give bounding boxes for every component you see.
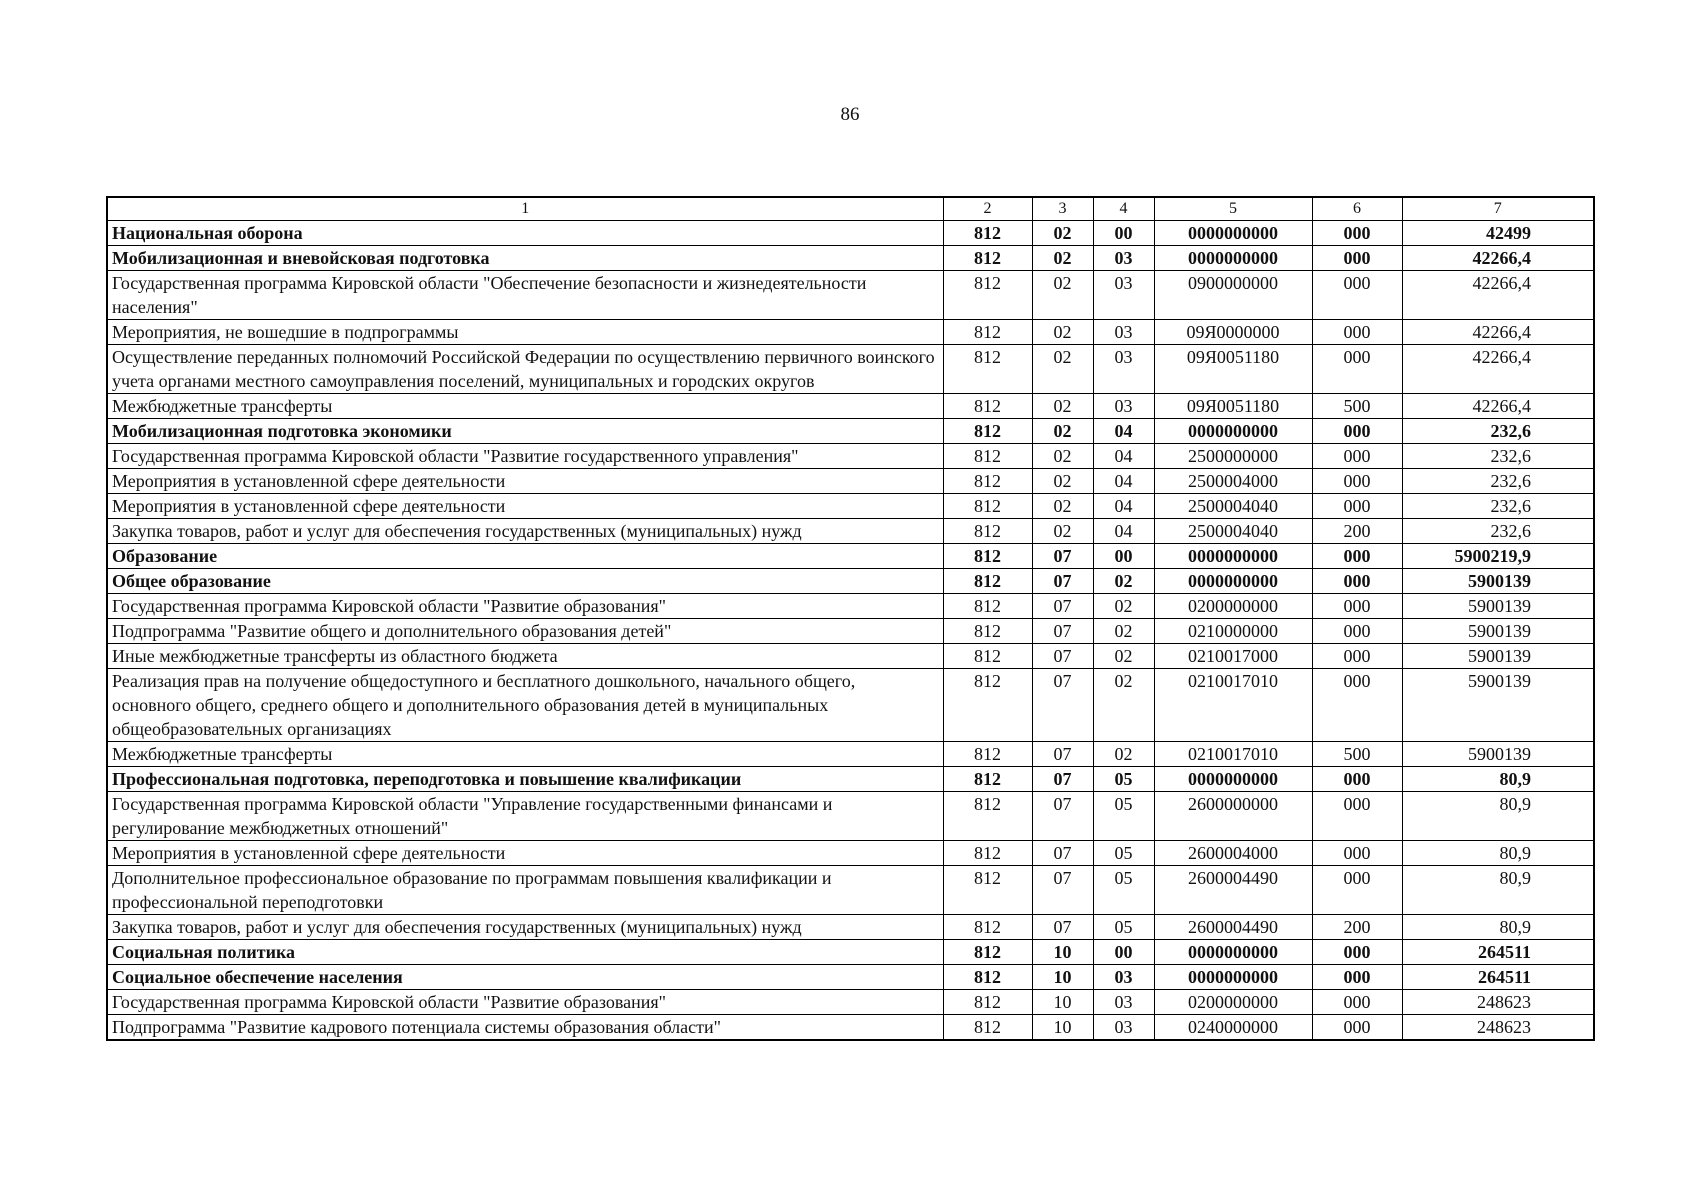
row-name-cell: Мероприятия в установленной сфере деятельности <box>107 469 943 494</box>
row-col6-cell: 000 <box>1312 569 1402 594</box>
row-col3-cell: 07 <box>1032 742 1093 767</box>
row-col2-cell: 812 <box>943 444 1032 469</box>
row-col4-cell: 03 <box>1093 246 1154 271</box>
table-row <box>107 544 1594 569</box>
row-col5-cell: 0000000000 <box>1154 965 1312 990</box>
row-col5-cell: 2500000000 <box>1154 444 1312 469</box>
row-name-cell: Профессиональная подготовка, переподготовка и повышение квалификации <box>107 767 943 792</box>
row-col3-cell: 02 <box>1032 469 1093 494</box>
row-col3-cell: 02 <box>1032 271 1093 320</box>
row-name-cell: Подпрограмма "Развитие общего и дополнительного образования детей" <box>107 619 943 644</box>
row-col3-cell: 07 <box>1032 569 1093 594</box>
row-col2-cell: 812 <box>943 742 1032 767</box>
row-col5-cell: 0210017010 <box>1154 669 1312 742</box>
row-col3-cell: 07 <box>1032 669 1093 742</box>
row-col6-cell: 500 <box>1312 742 1402 767</box>
table-row <box>107 940 1594 965</box>
row-col2-cell: 812 <box>943 469 1032 494</box>
row-col5-cell: 0200000000 <box>1154 990 1312 1015</box>
table-row <box>107 990 1594 1015</box>
row-col6-cell: 200 <box>1312 915 1402 940</box>
row-col3-cell: 07 <box>1032 841 1093 866</box>
row-col2-cell: 812 <box>943 594 1032 619</box>
row-col7-cell: 42266,4 <box>1402 246 1594 271</box>
row-col7-cell: 232,6 <box>1402 419 1594 444</box>
row-col7-cell: 5900139 <box>1402 669 1594 742</box>
row-col5-cell: 2500004040 <box>1154 494 1312 519</box>
row-name-cell: Общее образование <box>107 569 943 594</box>
row-col3-cell: 02 <box>1032 345 1093 394</box>
row-col4-cell: 05 <box>1093 915 1154 940</box>
row-col4-cell: 03 <box>1093 1015 1154 1041</box>
row-name-cell: Иные межбюджетные трансферты из областного бюджета <box>107 644 943 669</box>
row-col5-cell: 0000000000 <box>1154 221 1312 246</box>
table-row <box>107 320 1594 345</box>
header-cell-col3: 3 <box>1032 197 1093 221</box>
budget-table-container <box>106 196 1593 1041</box>
row-col2-cell: 812 <box>943 345 1032 394</box>
table-row <box>107 419 1594 444</box>
row-name-cell: Образование <box>107 544 943 569</box>
row-col4-cell: 00 <box>1093 940 1154 965</box>
row-col6-cell: 200 <box>1312 519 1402 544</box>
row-col5-cell: 0210017010 <box>1154 742 1312 767</box>
row-name-cell: Мобилизационная и вневойсковая подготовка <box>107 246 943 271</box>
row-col3-cell: 07 <box>1032 792 1093 841</box>
row-col4-cell: 03 <box>1093 394 1154 419</box>
table-row <box>107 1015 1594 1041</box>
row-col7-cell: 232,6 <box>1402 519 1594 544</box>
row-col7-cell: 232,6 <box>1402 494 1594 519</box>
header-cell-col4: 4 <box>1093 197 1154 221</box>
page-number: 86 <box>840 104 860 125</box>
row-col7-cell: 5900139 <box>1402 619 1594 644</box>
row-col5-cell: 2500004000 <box>1154 469 1312 494</box>
row-col6-cell: 000 <box>1312 669 1402 742</box>
row-col6-cell: 000 <box>1312 866 1402 915</box>
row-col7-cell: 5900139 <box>1402 742 1594 767</box>
table-row <box>107 619 1594 644</box>
row-col4-cell: 04 <box>1093 444 1154 469</box>
row-col6-cell: 000 <box>1312 494 1402 519</box>
table-row <box>107 742 1594 767</box>
row-col2-cell: 812 <box>943 494 1032 519</box>
table-row <box>107 569 1594 594</box>
table-row <box>107 444 1594 469</box>
row-col3-cell: 02 <box>1032 221 1093 246</box>
row-col6-cell: 000 <box>1312 644 1402 669</box>
table-row <box>107 669 1594 742</box>
row-col7-cell: 42266,4 <box>1402 271 1594 320</box>
row-col2-cell: 812 <box>943 1015 1032 1041</box>
table-row <box>107 271 1594 320</box>
row-name-cell: Мобилизационная подготовка экономики <box>107 419 943 444</box>
row-name-cell: Национальная оборона <box>107 221 943 246</box>
row-col2-cell: 812 <box>943 221 1032 246</box>
row-col7-cell: 80,9 <box>1402 866 1594 915</box>
row-col2-cell: 812 <box>943 569 1032 594</box>
row-col2-cell: 812 <box>943 792 1032 841</box>
row-col7-cell: 42499 <box>1402 221 1594 246</box>
row-col7-cell: 264511 <box>1402 940 1594 965</box>
row-col3-cell: 10 <box>1032 965 1093 990</box>
row-col7-cell: 80,9 <box>1402 915 1594 940</box>
row-col6-cell: 000 <box>1312 444 1402 469</box>
row-col5-cell: 0000000000 <box>1154 544 1312 569</box>
row-col6-cell: 000 <box>1312 320 1402 345</box>
row-col4-cell: 04 <box>1093 419 1154 444</box>
header-row <box>107 197 1594 221</box>
row-col3-cell: 02 <box>1032 394 1093 419</box>
row-name-cell: Государственная программа Кировской области "Развитие государственного управления" <box>107 444 943 469</box>
row-col5-cell: 0000000000 <box>1154 940 1312 965</box>
row-col7-cell: 248623 <box>1402 990 1594 1015</box>
row-col6-cell: 000 <box>1312 1015 1402 1041</box>
row-col4-cell: 03 <box>1093 345 1154 394</box>
row-col3-cell: 10 <box>1032 1015 1093 1041</box>
row-col5-cell: 0000000000 <box>1154 419 1312 444</box>
row-col2-cell: 812 <box>943 767 1032 792</box>
header-cell-col7: 7 <box>1402 197 1594 221</box>
table-row <box>107 915 1594 940</box>
row-col3-cell: 02 <box>1032 444 1093 469</box>
row-col7-cell: 80,9 <box>1402 841 1594 866</box>
row-col7-cell: 248623 <box>1402 1015 1594 1041</box>
table-header <box>107 197 1594 221</box>
row-col4-cell: 03 <box>1093 320 1154 345</box>
row-col7-cell: 264511 <box>1402 965 1594 990</box>
row-name-cell: Мероприятия в установленной сфере деятельности <box>107 841 943 866</box>
header-cell-col2: 2 <box>943 197 1032 221</box>
row-col2-cell: 812 <box>943 619 1032 644</box>
header-cell-col1: 1 <box>107 197 943 221</box>
row-name-cell: Государственная программа Кировской области "Управление государственными финансами и регулирование межбюджетных отношений" <box>107 792 943 841</box>
row-col4-cell: 02 <box>1093 669 1154 742</box>
row-col6-cell: 000 <box>1312 246 1402 271</box>
row-col5-cell: 0210017000 <box>1154 644 1312 669</box>
row-col2-cell: 812 <box>943 271 1032 320</box>
row-col6-cell: 000 <box>1312 965 1402 990</box>
row-col2-cell: 812 <box>943 419 1032 444</box>
row-name-cell: Государственная программа Кировской области "Развитие образования" <box>107 990 943 1015</box>
row-col6-cell: 000 <box>1312 619 1402 644</box>
row-col3-cell: 07 <box>1032 915 1093 940</box>
table-row <box>107 594 1594 619</box>
row-col2-cell: 812 <box>943 644 1032 669</box>
budget-table <box>106 196 1595 1041</box>
row-col5-cell: 09Я0000000 <box>1154 320 1312 345</box>
row-col3-cell: 07 <box>1032 767 1093 792</box>
row-col2-cell: 812 <box>943 544 1032 569</box>
table-row <box>107 841 1594 866</box>
table-row <box>107 246 1594 271</box>
row-name-cell: Межбюджетные трансферты <box>107 394 943 419</box>
row-col7-cell: 232,6 <box>1402 444 1594 469</box>
row-name-cell: Закупка товаров, работ и услуг для обеспечения государственных (муниципальных) нужд <box>107 915 943 940</box>
row-col6-cell: 000 <box>1312 767 1402 792</box>
table-row <box>107 767 1594 792</box>
row-col5-cell: 09Я0051180 <box>1154 345 1312 394</box>
table-body <box>107 221 1594 1041</box>
row-col2-cell: 812 <box>943 320 1032 345</box>
row-col6-cell: 000 <box>1312 990 1402 1015</box>
row-col4-cell: 02 <box>1093 644 1154 669</box>
row-col2-cell: 812 <box>943 841 1032 866</box>
row-name-cell: Реализация прав на получение общедоступного и бесплатного дошкольного, начального общего, основного общего, среднего общего и дополнительного образования детей в муниципальных общеобразовательных организациях <box>107 669 943 742</box>
row-col2-cell: 812 <box>943 915 1032 940</box>
row-col2-cell: 812 <box>943 940 1032 965</box>
row-col4-cell: 03 <box>1093 271 1154 320</box>
row-col6-cell: 000 <box>1312 419 1402 444</box>
row-name-cell: Социальная политика <box>107 940 943 965</box>
row-col2-cell: 812 <box>943 866 1032 915</box>
row-col6-cell: 000 <box>1312 940 1402 965</box>
row-col5-cell: 2600004490 <box>1154 866 1312 915</box>
row-col4-cell: 04 <box>1093 494 1154 519</box>
row-col4-cell: 02 <box>1093 742 1154 767</box>
row-col3-cell: 10 <box>1032 990 1093 1015</box>
row-col7-cell: 5900139 <box>1402 569 1594 594</box>
row-col2-cell: 812 <box>943 394 1032 419</box>
row-col5-cell: 2600004000 <box>1154 841 1312 866</box>
row-col5-cell: 0000000000 <box>1154 569 1312 594</box>
row-col3-cell: 07 <box>1032 594 1093 619</box>
row-col6-cell: 000 <box>1312 841 1402 866</box>
row-col4-cell: 05 <box>1093 866 1154 915</box>
table-row <box>107 494 1594 519</box>
row-col7-cell: 5900139 <box>1402 644 1594 669</box>
row-col2-cell: 812 <box>943 965 1032 990</box>
row-col3-cell: 07 <box>1032 619 1093 644</box>
row-col4-cell: 05 <box>1093 767 1154 792</box>
row-col4-cell: 03 <box>1093 990 1154 1015</box>
row-col7-cell: 80,9 <box>1402 767 1594 792</box>
row-col3-cell: 02 <box>1032 494 1093 519</box>
row-col6-cell: 000 <box>1312 271 1402 320</box>
row-col4-cell: 02 <box>1093 619 1154 644</box>
table-row <box>107 644 1594 669</box>
row-name-cell: Социальное обеспечение населения <box>107 965 943 990</box>
table-row <box>107 394 1594 419</box>
row-col5-cell: 0210000000 <box>1154 619 1312 644</box>
row-name-cell: Межбюджетные трансферты <box>107 742 943 767</box>
row-col3-cell: 02 <box>1032 419 1093 444</box>
row-col3-cell: 02 <box>1032 246 1093 271</box>
row-col6-cell: 000 <box>1312 345 1402 394</box>
row-col5-cell: 2500004040 <box>1154 519 1312 544</box>
row-col2-cell: 812 <box>943 990 1032 1015</box>
row-col6-cell: 000 <box>1312 221 1402 246</box>
row-col2-cell: 812 <box>943 246 1032 271</box>
row-col3-cell: 07 <box>1032 544 1093 569</box>
row-col7-cell: 42266,4 <box>1402 394 1594 419</box>
row-col2-cell: 812 <box>943 519 1032 544</box>
table-row <box>107 866 1594 915</box>
row-col6-cell: 500 <box>1312 394 1402 419</box>
row-col5-cell: 0200000000 <box>1154 594 1312 619</box>
row-col5-cell: 0000000000 <box>1154 246 1312 271</box>
row-col4-cell: 04 <box>1093 469 1154 494</box>
row-name-cell: Подпрограмма "Развитие кадрового потенциала системы образования области" <box>107 1015 943 1041</box>
row-col7-cell: 232,6 <box>1402 469 1594 494</box>
row-col5-cell: 2600000000 <box>1154 792 1312 841</box>
row-col4-cell: 02 <box>1093 594 1154 619</box>
row-col6-cell: 000 <box>1312 544 1402 569</box>
table-row <box>107 965 1594 990</box>
table-row <box>107 519 1594 544</box>
table-row <box>107 345 1594 394</box>
row-col4-cell: 00 <box>1093 221 1154 246</box>
row-col4-cell: 02 <box>1093 569 1154 594</box>
row-col7-cell: 5900139 <box>1402 594 1594 619</box>
row-col4-cell: 04 <box>1093 519 1154 544</box>
row-col3-cell: 02 <box>1032 519 1093 544</box>
row-name-cell: Мероприятия в установленной сфере деятельности <box>107 494 943 519</box>
row-col3-cell: 07 <box>1032 866 1093 915</box>
row-col4-cell: 00 <box>1093 544 1154 569</box>
row-col5-cell: 0240000000 <box>1154 1015 1312 1041</box>
row-col7-cell: 42266,4 <box>1402 345 1594 394</box>
row-col5-cell: 09Я0051180 <box>1154 394 1312 419</box>
row-col4-cell: 05 <box>1093 841 1154 866</box>
row-name-cell: Осуществление переданных полномочий Российской Федерации по осуществлению первичного воинского учета органами местного самоуправления поселений, муниципальных и городских округов <box>107 345 943 394</box>
row-col7-cell: 80,9 <box>1402 792 1594 841</box>
row-col3-cell: 10 <box>1032 940 1093 965</box>
row-col5-cell: 2600004490 <box>1154 915 1312 940</box>
row-col2-cell: 812 <box>943 669 1032 742</box>
row-name-cell: Государственная программа Кировской области "Обеспечение безопасности и жизнедеятельности населения" <box>107 271 943 320</box>
row-col6-cell: 000 <box>1312 594 1402 619</box>
table-row <box>107 469 1594 494</box>
row-col4-cell: 03 <box>1093 965 1154 990</box>
table-row <box>107 221 1594 246</box>
row-col5-cell: 0000000000 <box>1154 767 1312 792</box>
row-name-cell: Государственная программа Кировской области "Развитие образования" <box>107 594 943 619</box>
row-col3-cell: 02 <box>1032 320 1093 345</box>
row-col7-cell: 5900219,9 <box>1402 544 1594 569</box>
row-col6-cell: 000 <box>1312 792 1402 841</box>
row-col5-cell: 0900000000 <box>1154 271 1312 320</box>
row-name-cell: Мероприятия, не вошедшие в подпрограммы <box>107 320 943 345</box>
table-row <box>107 792 1594 841</box>
row-col7-cell: 42266,4 <box>1402 320 1594 345</box>
header-cell-col5: 5 <box>1154 197 1312 221</box>
row-name-cell: Закупка товаров, работ и услуг для обеспечения государственных (муниципальных) нужд <box>107 519 943 544</box>
row-name-cell: Дополнительное профессиональное образование по программам повышения квалификации и профессиональной переподготовки <box>107 866 943 915</box>
row-col4-cell: 05 <box>1093 792 1154 841</box>
row-col6-cell: 000 <box>1312 469 1402 494</box>
header-cell-col6: 6 <box>1312 197 1402 221</box>
row-col3-cell: 07 <box>1032 644 1093 669</box>
